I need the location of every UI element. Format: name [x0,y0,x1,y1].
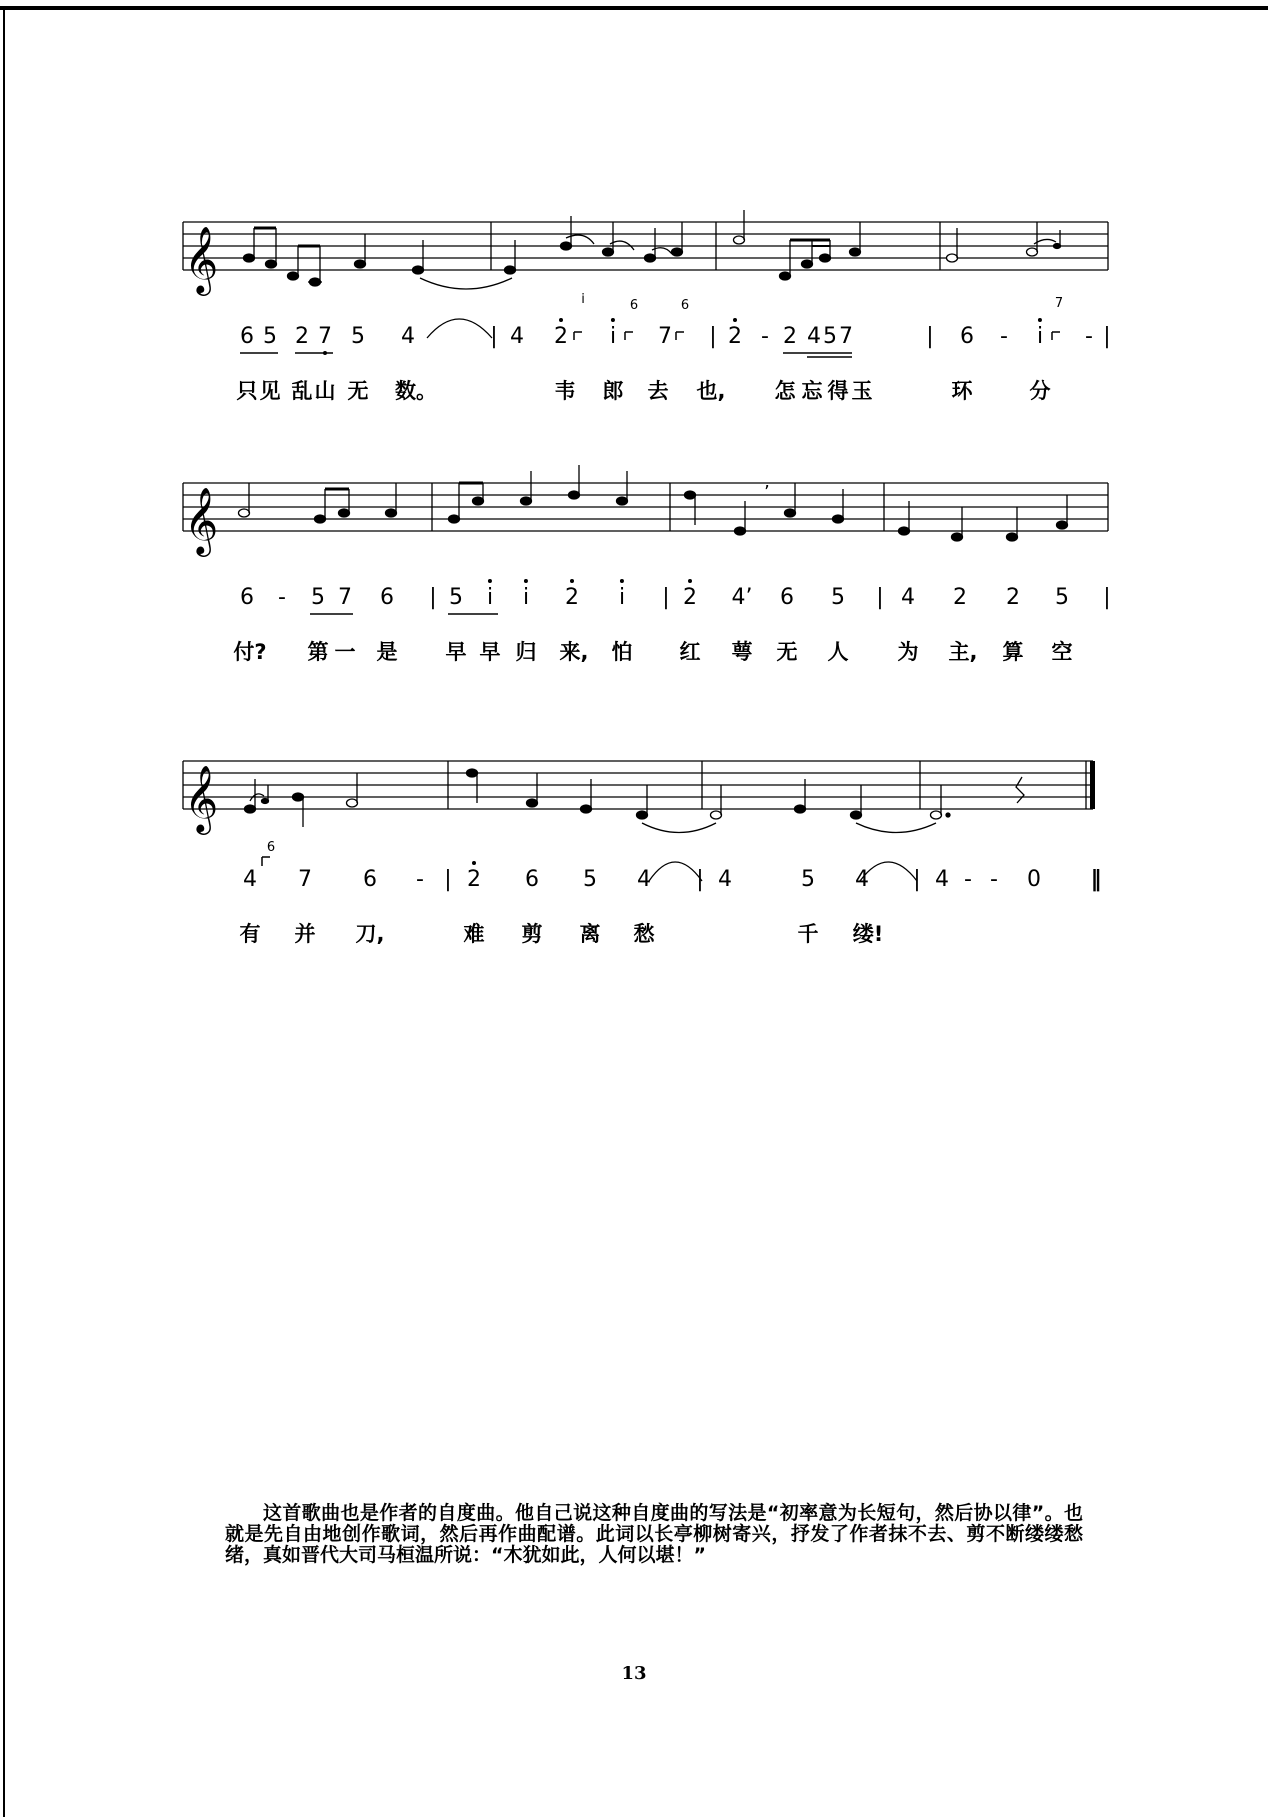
jianpu-note: 2 [565,585,579,610]
lyric-syllable: 山 [314,379,336,403]
lyric-syllable: 是 [376,640,398,664]
lyric-syllable: 一 [334,640,356,664]
lyric-syllable: 韦 [554,379,576,403]
lyric-syllable: 无 [347,379,369,403]
jianpu-note: 4 [718,867,732,892]
jianpu-note: 5 [351,324,365,349]
jianpu-note: 5 [449,585,463,610]
lyric-syllable: 空 [1051,640,1073,664]
lyric-syllable: 也, [696,379,726,403]
barline: | [1103,324,1111,349]
jianpu-note: 4 [901,585,915,610]
treble-clef-icon: 𝄞 [184,764,219,832]
lyric-syllable: 愁 [633,922,655,946]
jianpu-note: 6 [525,867,539,892]
jianpu-dash: - [416,867,424,892]
lyric-syllable: 离 [579,922,601,946]
lyric-syllable: 为 [897,640,919,664]
jianpu-dash: - [1000,324,1008,349]
grace-note: 6 [629,298,639,313]
treble-clef-icon: 𝄞 [184,486,219,554]
jianpu-note: 6 [960,324,974,349]
lyric-syllable: 并 [294,922,316,946]
barline: | [662,585,670,610]
lyric-syllable: 怎 [774,379,796,403]
barline: | [876,585,884,610]
jianpu-note: 4 [855,867,869,892]
lyric-syllable: 有 [239,922,261,946]
lyric-syllable: 乱 [291,379,313,403]
jianpu-note: 4’ [731,585,753,610]
jianpu-note: 4 [510,324,524,349]
barline: | [696,867,704,892]
jianpu-note: 2 [1006,585,1020,610]
jianpu-note: 5 [311,585,325,610]
jianpu-note: i [1036,324,1044,349]
barline: | [1103,585,1111,610]
jianpu-note: 6 [380,585,394,610]
barline: | [913,867,921,892]
lyric-syllable: 去 [647,379,669,403]
lyric-syllable: 得 [827,379,849,403]
jianpu-rest: 0 [1027,867,1041,892]
lyric-syllable: 第 [307,640,329,664]
lyric-syllable: 付? [233,640,267,664]
grace-note: 6 [680,298,690,313]
lyrics-line-3 [0,918,1268,948]
lyric-syllable: 难 [463,922,485,946]
lyric-syllable: 分 [1029,379,1051,403]
jianpu-note: 2 [728,324,742,349]
lyric-syllable: 缕! [852,922,884,946]
jianpu-dash: - [1085,324,1093,349]
jianpu-note: 4 [401,324,415,349]
jianpu-dash: - [761,324,769,349]
jianpu-note: 2 [554,324,568,349]
lyric-syllable: 玉 [851,379,873,403]
jianpu-note: 6 [240,585,254,610]
jianpu-note: 5 [583,867,597,892]
lyric-syllable: 怕 [611,640,633,664]
grace-note: i [581,292,585,307]
jianpu-note: i [609,324,617,349]
lyric-syllable: 数。 [395,379,437,403]
lyric-syllable: 人 [827,640,849,664]
lyric-syllable: 忘 [801,379,823,403]
jianpu-note: 7 [318,324,332,349]
jianpu-note: 2 [683,585,697,610]
jianpu-note: 5 [801,867,815,892]
lyric-syllable: 千 [797,922,819,946]
grace-note: 6 [266,840,276,855]
grace-note: 7 [1054,296,1064,311]
lyric-syllable: 环 [951,379,973,403]
jianpu-note: 5 [823,324,837,349]
jianpu-note: 4 [807,324,821,349]
lyric-syllable: 刀, [355,922,385,946]
treble-clef-icon: 𝄞 [184,225,219,293]
barline: | [709,324,717,349]
jianpu-note: 4 [637,867,651,892]
jianpu-note: 6 [240,324,254,349]
lyric-syllable: 只 [236,379,258,403]
lyric-syllable: 红 [679,640,701,664]
page-number: 13 [621,1663,647,1684]
lyric-syllable: 剪 [521,922,543,946]
barline: | [490,324,498,349]
jianpu-note: i [486,585,494,610]
jianpu-note: 6 [363,867,377,892]
jianpu-note: 5 [831,585,845,610]
barline: | [429,585,437,610]
jianpu-note: 7 [839,324,853,349]
breath-mark-icon: ’ [764,482,770,503]
jianpu-note: 2 [467,867,481,892]
jianpu-note: 4 [243,867,257,892]
lyric-syllable: 早 [479,640,501,664]
jianpu-note: 2 [953,585,967,610]
lyric-syllable: 归 [515,640,537,664]
jianpu-note: i [522,585,530,610]
jianpu-note: i [618,585,626,610]
jianpu-note: 7 [338,585,352,610]
lyric-syllable: 早 [445,640,467,664]
barline: | [444,867,452,892]
jianpu-dash: - [278,585,286,610]
jianpu-note: 4 [935,867,949,892]
lyric-syllable: 算 [1002,640,1024,664]
lyric-syllable: 郎 [602,379,624,403]
jianpu-note: 2 [783,324,797,349]
jianpu-note: 5 [263,324,277,349]
barline: | [926,324,934,349]
jianpu-note: 7 [298,867,312,892]
lyric-syllable: 来, [559,640,589,664]
jianpu-note: 5 [1055,585,1069,610]
lyric-syllable: 主, [948,640,978,664]
lyric-syllable: 见 [259,379,281,403]
jianpu-dash: - [990,867,998,892]
lyric-syllable: 无 [776,640,798,664]
jianpu-note: 7 [658,324,672,349]
jianpu-dash: - [964,867,972,892]
commentary-paragraph: 这首歌曲也是作者的自度曲。他自己说这种自度曲的写法是“初率意为长短句，然后协以律”。也就是先自由地创作歌词，然后再作曲配谱。此词以长亭柳树寄兴，抒发了作者抹不去、剪不断缕缕愁绪，真如晋代大司马桓温所说：“木犹如此，人何以堪！” [225,1502,1083,1566]
jianpu-note: 6 [780,585,794,610]
jianpu-note: 2 [295,324,309,349]
final-barline-symbol: ‖ [1090,867,1102,892]
lyric-syllable: 萼 [731,640,753,664]
